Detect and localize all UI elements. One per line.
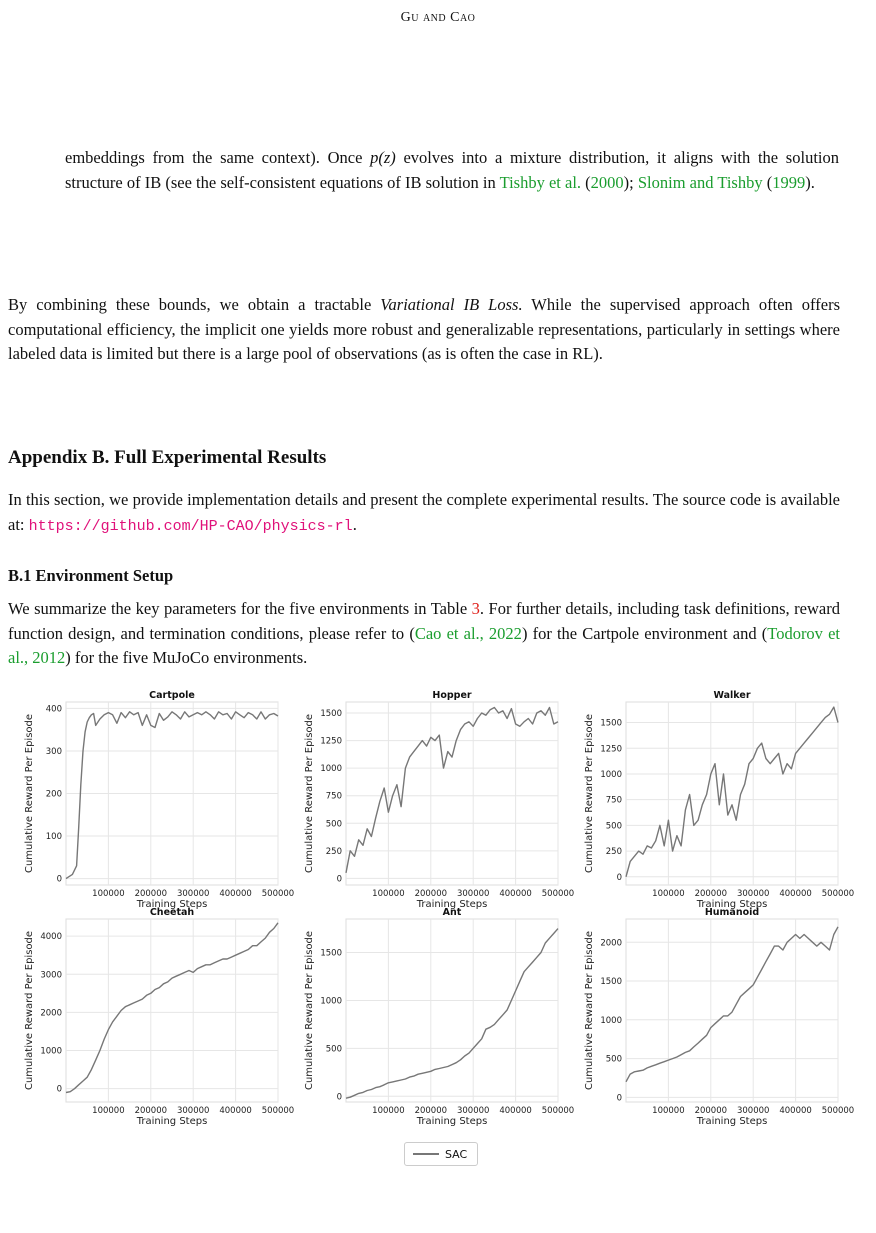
chart-panel-cheetah bbox=[24, 907, 294, 1127]
text: We summarize the key parameters for the five environments in Table bbox=[8, 599, 472, 618]
y-axis-label: Cumulative Reward Per Episode bbox=[304, 930, 315, 1091]
y-tick-label: 1500 bbox=[600, 718, 622, 729]
text: By combining these bounds, we obtain a tractable bbox=[8, 295, 381, 314]
y-tick-label: 4000 bbox=[40, 932, 62, 943]
x-tick-label: 200000 bbox=[694, 1106, 728, 1116]
x-tick-label: 200000 bbox=[414, 1106, 448, 1116]
y-tick-label: 500 bbox=[325, 1044, 342, 1055]
x-tick-label: 400000 bbox=[219, 1106, 252, 1116]
x-tick-label: 500000 bbox=[821, 889, 855, 899]
x-tick-label: 100000 bbox=[372, 889, 405, 899]
citation-todorov[interactable]: Todorov et al., 2012 bbox=[8, 623, 840, 667]
y-tick-label: 0 bbox=[56, 1084, 62, 1095]
citation-slonim-year[interactable]: 1999 bbox=[772, 172, 806, 192]
y-tick-label: 3000 bbox=[40, 970, 62, 981]
source-code-link[interactable]: https://github.com/HP-CAO/physics-rl bbox=[28, 517, 353, 535]
x-tick-label: 500000 bbox=[541, 889, 575, 899]
y-tick-label: 2000 bbox=[600, 938, 622, 949]
x-tick-label: 100000 bbox=[92, 1106, 125, 1116]
text: In this section, we provide implementation details and present the complete experimental results. The source code is available at: bbox=[8, 490, 840, 534]
citation-slonim-author[interactable]: Slonim and Tishby bbox=[637, 172, 763, 192]
text: . bbox=[352, 514, 357, 534]
y-tick-label: 1500 bbox=[320, 709, 342, 720]
chart-title: Cheetah bbox=[149, 907, 195, 918]
y-tick-label: 100 bbox=[45, 832, 62, 843]
chart-panel-cartpole bbox=[24, 690, 294, 910]
y-tick-label: 1500 bbox=[320, 948, 342, 959]
emphasis-variational-ib-loss: Variational IB Loss. bbox=[380, 295, 523, 314]
running-head bbox=[0, 10, 876, 26]
chart-title: Ant bbox=[442, 907, 462, 918]
y-tick-label: 0 bbox=[336, 1092, 342, 1103]
y-axis-label: Cumulative Reward Per Episode bbox=[24, 713, 35, 874]
continuation-paragraph: embeddings from the same context). Once p(z) evolves into a mixture distribution, it aligns with the solution structure of IB (see the self-consistent equations of IB solution in Tishby et al. (2000); Slonim and Tishby (1999). bbox=[65, 148, 839, 192]
chart-title: Walker bbox=[713, 690, 751, 701]
y-tick-label: 1000 bbox=[600, 769, 622, 780]
chart-panel-hopper bbox=[304, 690, 574, 910]
y-tick-label: 750 bbox=[605, 795, 622, 806]
y-tick-label: 1000 bbox=[40, 1046, 62, 1057]
y-tick-label: 250 bbox=[325, 846, 342, 857]
x-axis-label: Training Steps bbox=[696, 899, 768, 910]
text: ) for the five MuJoCo environments. bbox=[65, 648, 308, 667]
x-tick-label: 400000 bbox=[499, 1106, 532, 1116]
y-tick-label: 1000 bbox=[600, 1015, 622, 1026]
math-pz: p(z) bbox=[370, 148, 396, 167]
x-tick-label: 300000 bbox=[736, 1106, 770, 1116]
chart-title: Hopper bbox=[432, 690, 472, 701]
variational-ib-paragraph bbox=[8, 293, 840, 367]
text: embeddings from the same context). Once bbox=[65, 148, 371, 167]
y-tick-label: 1000 bbox=[320, 764, 342, 775]
y-tick-label: 500 bbox=[605, 1054, 622, 1065]
x-tick-label: 300000 bbox=[176, 1106, 210, 1116]
x-tick-label: 200000 bbox=[134, 1106, 168, 1116]
plot-area bbox=[346, 919, 558, 1102]
y-tick-label: 0 bbox=[616, 872, 622, 883]
chart-title: Cartpole bbox=[149, 690, 195, 701]
y-tick-label: 1000 bbox=[320, 996, 342, 1007]
y-tick-label: 0 bbox=[336, 874, 342, 885]
y-tick-label: 0 bbox=[56, 874, 62, 885]
text: ) for the Cartpole environment and ( bbox=[521, 623, 768, 643]
appendix-intro-paragraph bbox=[8, 488, 840, 539]
section-heading-appendix-b: Appendix B. Full Experimental Results bbox=[8, 447, 327, 468]
y-tick-label: 1500 bbox=[600, 977, 622, 988]
x-tick-label: 200000 bbox=[414, 889, 448, 899]
x-tick-label: 100000 bbox=[652, 889, 685, 899]
text: While the supervised approach often offers computational efficiency, the implicit one yields more robust and generalizable representations, particularly in settings where labeled data is limited but there is a large pool of observations (as is often the case in RL). bbox=[8, 295, 840, 363]
y-tick-label: 400 bbox=[45, 704, 62, 715]
x-tick-label: 300000 bbox=[736, 889, 770, 899]
env-setup-paragraph bbox=[8, 597, 840, 671]
x-tick-label: 100000 bbox=[92, 889, 125, 899]
y-tick-label: 1250 bbox=[600, 744, 622, 755]
x-tick-label: 500000 bbox=[821, 1106, 855, 1116]
x-tick-label: 100000 bbox=[372, 1106, 405, 1116]
x-tick-label: 400000 bbox=[219, 889, 252, 899]
legend-swatch-line bbox=[413, 1153, 439, 1155]
y-axis-label: Cumulative Reward Per Episode bbox=[24, 930, 35, 1091]
plot-area bbox=[346, 702, 558, 885]
citation-cao[interactable]: Cao et al., 2022 bbox=[414, 623, 522, 643]
x-tick-label: 300000 bbox=[456, 1106, 490, 1116]
y-axis-label: Cumulative Reward Per Episode bbox=[304, 713, 315, 874]
text: ). bbox=[805, 172, 815, 192]
x-axis-label: Training Steps bbox=[136, 1116, 208, 1127]
chart-title: Humanoid bbox=[704, 907, 760, 918]
y-tick-label: 500 bbox=[605, 821, 622, 832]
x-tick-label: 300000 bbox=[176, 889, 210, 899]
x-tick-label: 400000 bbox=[779, 1106, 812, 1116]
y-tick-label: 300 bbox=[45, 746, 62, 757]
legend-label: SAC bbox=[445, 1147, 468, 1161]
figure-legend bbox=[404, 1142, 478, 1166]
plot-area bbox=[626, 702, 838, 885]
y-tick-label: 0 bbox=[616, 1093, 622, 1104]
y-axis-label: Cumulative Reward Per Episode bbox=[584, 930, 595, 1091]
x-tick-label: 500000 bbox=[541, 1106, 575, 1116]
chart-panel-walker bbox=[584, 690, 854, 910]
citation-tishby-author[interactable]: Tishby et al. bbox=[499, 172, 582, 192]
cut-off-caption bbox=[160, 1200, 800, 1220]
x-axis-label: Training Steps bbox=[416, 1116, 488, 1127]
x-tick-label: 300000 bbox=[456, 889, 490, 899]
subsection-heading-env-setup: B.1 Environment Setup bbox=[8, 566, 174, 585]
citation-tishby-year[interactable]: 2000 bbox=[590, 172, 624, 192]
table-ref-link[interactable]: 3 bbox=[471, 599, 480, 618]
x-tick-label: 400000 bbox=[779, 889, 812, 899]
running-head-text: Gu and Cao bbox=[400, 10, 476, 25]
x-tick-label: 200000 bbox=[694, 889, 728, 899]
y-tick-label: 250 bbox=[605, 847, 622, 858]
reward-curves-figure bbox=[0, 688, 876, 1127]
y-tick-label: 1250 bbox=[320, 736, 342, 747]
y-tick-label: 200 bbox=[45, 789, 62, 800]
y-tick-label: 500 bbox=[325, 819, 342, 830]
x-axis-label: Training Steps bbox=[136, 899, 208, 910]
y-tick-label: 2000 bbox=[40, 1008, 62, 1019]
chart-panel-humanoid bbox=[584, 907, 854, 1127]
text: evolves into a mixture distribution, it aligns with the solution structure of IB (see the self-consistent equations of IB solution in bbox=[65, 148, 839, 192]
chart-panel-ant bbox=[304, 907, 574, 1127]
text: . For further details, including task definitions, reward function design, and termination conditions, please refer to ( bbox=[8, 599, 840, 643]
x-tick-label: 500000 bbox=[261, 889, 295, 899]
x-tick-label: 400000 bbox=[499, 889, 532, 899]
x-tick-label: 500000 bbox=[261, 1106, 295, 1116]
x-axis-label: Training Steps bbox=[696, 1116, 768, 1127]
x-tick-label: 200000 bbox=[134, 889, 168, 899]
y-axis-label: Cumulative Reward Per Episode bbox=[584, 713, 595, 874]
y-tick-label: 750 bbox=[325, 791, 342, 802]
plot-area bbox=[66, 919, 278, 1102]
x-axis-label: Training Steps bbox=[416, 899, 488, 910]
plot-area bbox=[626, 919, 838, 1102]
x-tick-label: 100000 bbox=[652, 1106, 685, 1116]
